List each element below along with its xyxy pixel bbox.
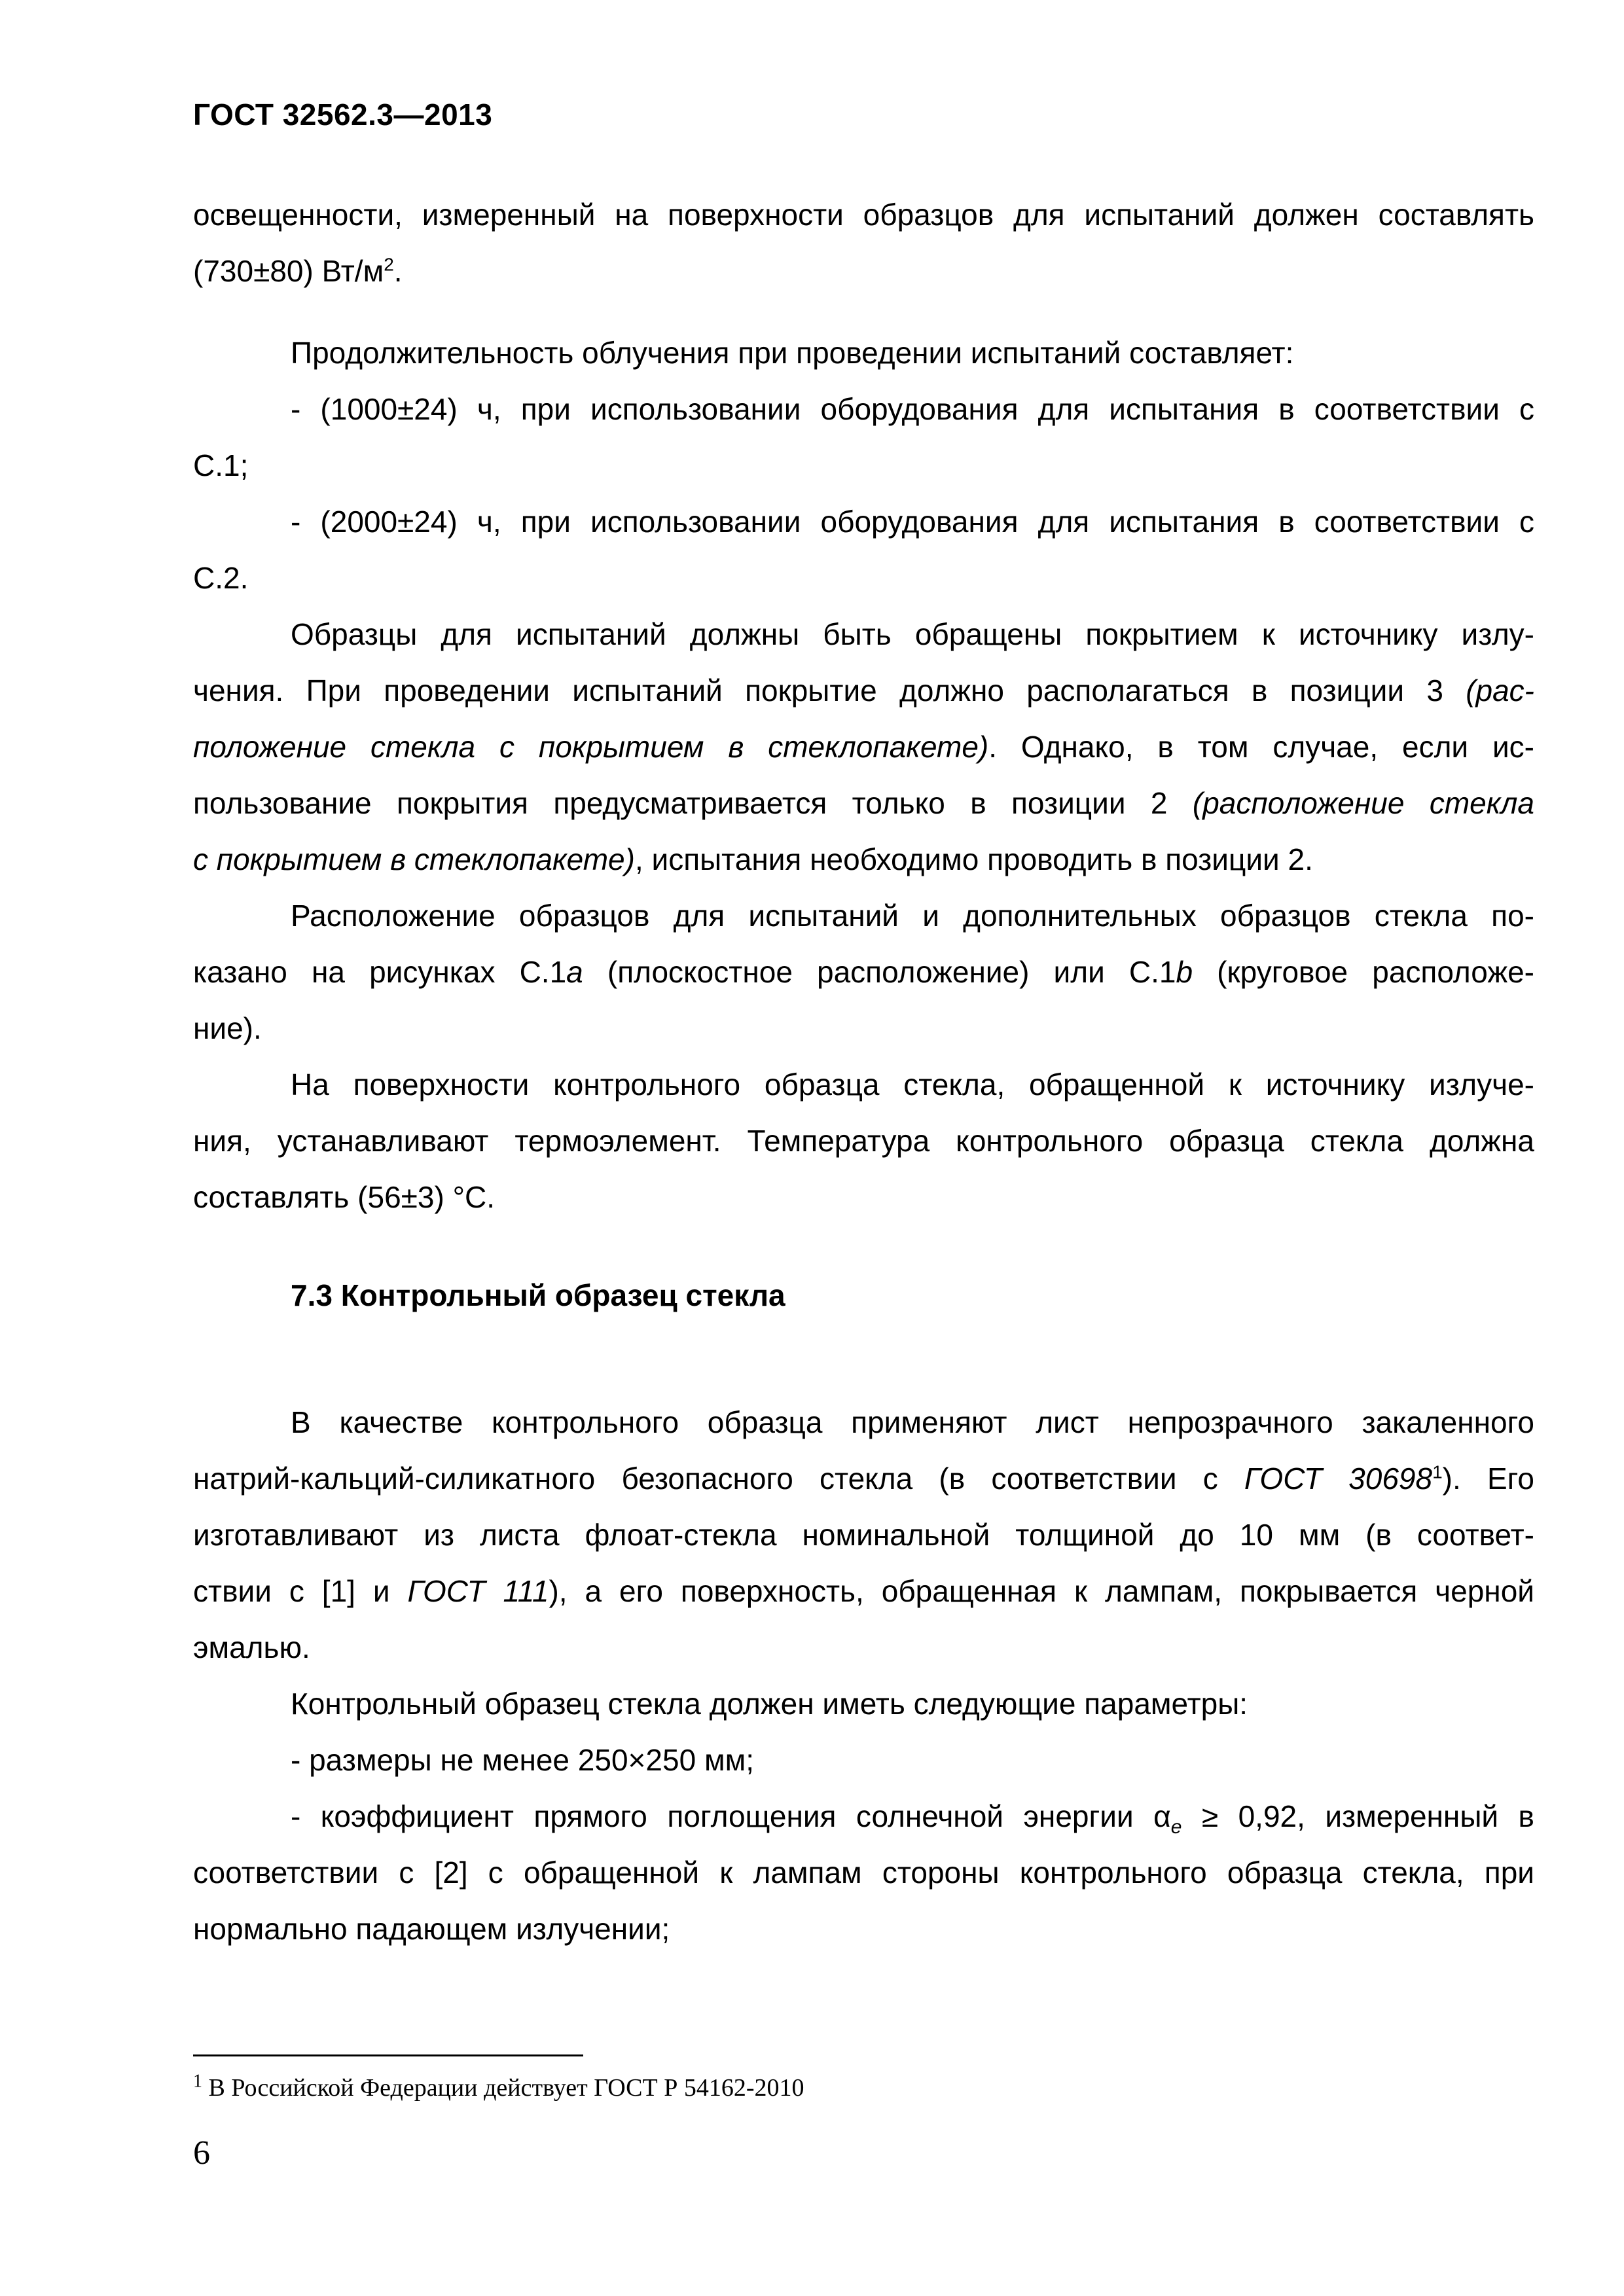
- text-line: составлять (56±3) °С.: [193, 1180, 495, 1214]
- paragraph: [193, 1056, 1534, 1225]
- text-line: ние).: [193, 1011, 262, 1045]
- paragraph: [193, 1394, 1534, 1676]
- paragraph-continuation: [193, 187, 1534, 299]
- text-line: С.2.: [193, 561, 249, 595]
- footnote-reference: 1: [1432, 1462, 1443, 1482]
- paragraph: [193, 888, 1534, 1056]
- text-line: соответствии с [2] с обращенной к лампам стороны контрольного образца стекла, при: [193, 1856, 1534, 1890]
- text-line: изготавливают из листа флоат-стекла номинальной толщиной до 10 мм (в соответ-: [193, 1518, 1534, 1552]
- text-line: натрий-кальций-силикатного безопасного стекла (в соответствии с ГОСТ 30698$^1$). Его: [193, 1462, 1534, 1496]
- list-item: [193, 381, 1534, 493]
- text-line: Расположение образцов для испытаний и дополнительных образцов стекла по-: [291, 899, 1534, 933]
- text-line: - коэффициент прямого поглощения солнечной энергии $\alpha_e \ge 0,92$, измеренный в: [291, 1799, 1534, 1839]
- text-line: положение стекла с покрытием в стеклопакете). Однако, в том случае, если ис-: [193, 730, 1534, 764]
- paragraph: [193, 606, 1534, 888]
- list-item: [193, 1788, 1534, 1957]
- text-line: нормально падающем излучении;: [193, 1912, 670, 1946]
- text-line: Контрольный образец стекла должен иметь следующие параметры:: [291, 1687, 1248, 1721]
- text-line: На поверхности контрольного образца стекла, обращенной к источнику излуче-: [291, 1067, 1534, 1102]
- text-line: В качестве контрольного образца применяют лист непрозрачного закаленного: [291, 1405, 1534, 1439]
- text-line: Образцы для испытаний должны быть обращены покрытием к источнику излу-: [291, 617, 1534, 651]
- list-item: [193, 493, 1534, 606]
- section-heading: 7.3 Контрольный образец стекла: [291, 1278, 785, 1312]
- page-header: ГОСТ 32562.3—2013: [193, 98, 493, 132]
- text-line: С.1;: [193, 448, 249, 482]
- footnote-separator: [193, 2054, 583, 2056]
- paragraph: [193, 325, 1534, 381]
- text-line: эмалью.: [193, 1630, 310, 1664]
- text-line: казано на рисунках С.1a (плоскостное расположение) или С.1b (круговое расположе-: [193, 955, 1534, 989]
- text-line: - (2000±24) ч, при использовании оборудования для испытания в соответствии с: [291, 505, 1534, 539]
- paragraph: [193, 1676, 1534, 1732]
- superscript: 2: [384, 254, 394, 275]
- text-line: чения. При проведении испытаний покрытие должно располагаться в позиции 3 (рас-: [193, 673, 1534, 708]
- footnote: $^1$ В Российской Федерации действует ГОСТ Р 54162-2010: [193, 2071, 804, 2102]
- text-line: освещенности, измеренный на поверхности образцов для испытаний должен составлять: [193, 198, 1534, 232]
- page-number: 6: [193, 2134, 210, 2172]
- text-line: ствии с [1] и ГОСТ 111), а его поверхность, обращенная к лампам, покрывается черной: [193, 1574, 1534, 1608]
- list-item: [193, 1732, 1534, 1788]
- text-line: - размеры не менее 250×250 мм;: [291, 1743, 754, 1777]
- text-line: ния, устанавливают термоэлемент. Температура контрольного образца стекла должна: [193, 1124, 1534, 1158]
- text-line: пользование покрытия предусматривается только в позиции 2 (расположение стекла: [193, 786, 1534, 820]
- text-line: с покрытием в стеклопакете), испытания необходимо проводить в позиции 2.: [193, 842, 1313, 876]
- text-line: - (1000±24) ч, при использовании оборудования для испытания в соответствии с: [291, 392, 1534, 426]
- footnote-marker: 1: [193, 2071, 202, 2092]
- text-line: Продолжительность облучения при проведении испытаний составляет:: [291, 336, 1294, 370]
- text-line: (730±80) $Вт/м^2$.: [193, 254, 403, 288]
